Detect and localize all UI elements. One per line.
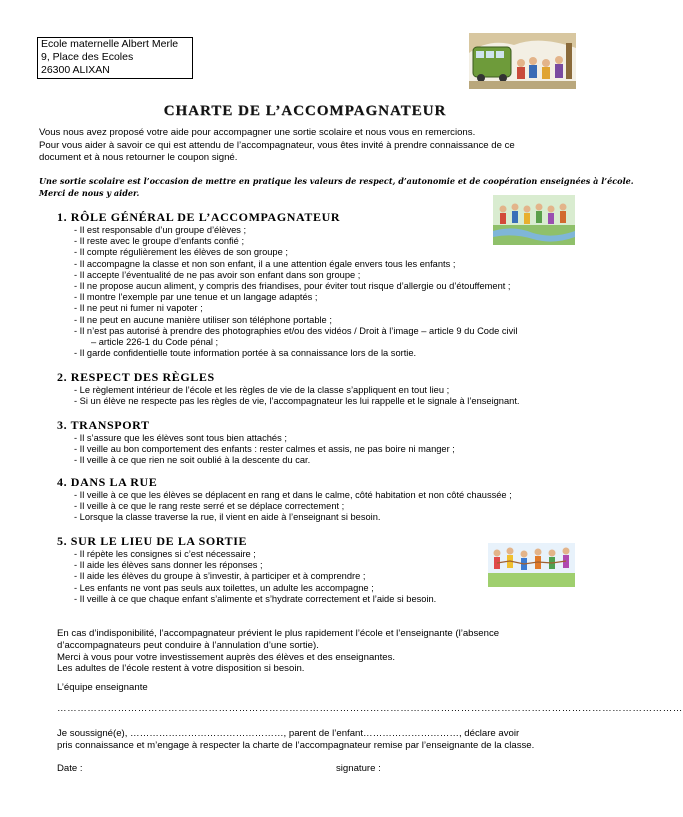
list-item: - Il aide les élèves du groupe à s’investir, à participer et à comprendre ; xyxy=(74,571,366,582)
list-item: - Il veille à ce que rien ne soit oublié à la descente du car. xyxy=(74,455,311,466)
intro-paragraph xyxy=(39,127,579,165)
note-line: Merci de nous y aider. xyxy=(39,188,140,198)
section-title-transport: 3. TRANSPORT xyxy=(57,418,150,432)
outro-line: En cas d’indisponibilité, l’accompagnateur prévient le plus rapidement l’école et l’enseignante (l’absence xyxy=(57,628,500,639)
section-title-street: 4. DANS LA RUE xyxy=(57,475,158,489)
section-title-rules: 2. RESPECT DES RÈGLES xyxy=(57,370,215,384)
list-item: - Il garde confidentielle toute information portée à sa connaissance lors de la sortie. xyxy=(74,348,417,359)
address-line: Ecole maternelle Albert Merle xyxy=(41,38,179,50)
section-list-street xyxy=(74,490,512,524)
intro-line: document et à nous retourner le coupon signé. xyxy=(39,152,238,163)
outro-line: d’accompagnateurs peut conduire à l’annulation d’une sortie). xyxy=(57,639,319,651)
list-item: - Il montre l’exemple par une tenue et un langage adaptés ; xyxy=(74,292,318,303)
section-title-role: 1. RÔLE GÉNÉRAL DE L’ACCOMPAGNATEUR xyxy=(57,210,341,224)
consent-line: Je soussigné(e), …………………………………………, parent de l’enfant…………………………, déclare avoir xyxy=(57,728,520,739)
outro-line: Merci à vous pour votre investissement auprès des élèves et des enseignantes. xyxy=(57,651,396,663)
section-list-transport xyxy=(74,433,455,467)
intro-line: Vous nous avez proposé votre aide pour accompagner une sortie scolaire et nous vous en remercions. xyxy=(39,127,476,138)
outro-line: Les adultes de l’école restent à votre disposition si besoin. xyxy=(57,663,305,675)
team-signature: L’équipe enseignante xyxy=(57,682,148,693)
list-item: - Il accepte l’éventualité de ne pas avoir son enfant dans son groupe ; xyxy=(74,269,361,280)
list-item: - Il ne propose aucun aliment, y compris des friandises, pour éviter tout risque d’allergie ou d’étouffement ; xyxy=(74,281,511,292)
consent-line: pris connaissance et m’engage à respecter la charte de l’accompagnateur remise par l’enseignante de la classe. xyxy=(57,740,535,751)
date-label: Date : xyxy=(57,763,83,774)
list-item: - Lorsque la classe traverse la rue, il vient en aide à l’enseignant si besoin. xyxy=(74,512,381,523)
note-line: Une sortie scolaire est l’occasion de mettre en pratique les valeurs de respect, d’autonomie et de coopération enseignées à l’école. xyxy=(39,176,634,186)
list-item: - Si un élève ne respecte pas les règles de vie, l’accompagnateur les lui rappelle et le signale à l’enseignant. xyxy=(74,396,520,407)
list-item: - Il ne peut ni fumer ni vapoter ; xyxy=(74,303,203,314)
list-item: - Il répète les consignes si c’est nécessaire ; xyxy=(74,549,256,559)
section-list-role xyxy=(74,225,517,359)
list-item: - Il veille au bon comportement des enfants : rester calmes et assis, ne pas boire ni manger ; xyxy=(74,444,455,455)
signature-label: signature : xyxy=(336,763,381,774)
closing-paragraph xyxy=(57,628,499,675)
list-item: - Le règlement intérieur de l’école et les règles de vie de la classe s’appliquent en tout lieu ; xyxy=(74,385,450,395)
school-address-box xyxy=(37,37,193,79)
section-list-rules xyxy=(74,385,519,407)
address-line: 9, Place des Ecoles xyxy=(41,51,134,63)
list-item: - Il accompagne la classe et non son enfant, il a une attention égale envers tous les enfants ; xyxy=(74,258,456,269)
page-title: CHARTE DE L’ACCOMPAGNATEUR xyxy=(163,103,447,119)
list-item: - Il veille à ce que le rang reste serré et se déplace correctement ; xyxy=(74,501,345,512)
list-item: - Il veille à ce que chaque enfant s’alimente et s’hydrate correctement et l’aide si besoin. xyxy=(74,593,437,604)
list-item: - Il veille à ce que les élèves se déplacent en rang et dans le calme, côté habitation et non côté chaussée ; xyxy=(74,490,512,500)
list-item: - Il compte régulièrement les élèves de son groupe ; xyxy=(74,247,288,258)
list-item: - Il aide les élèves sans donner les réponses ; xyxy=(74,560,263,571)
section-title-outing-site: 5. SUR LE LIEU DE LA SORTIE xyxy=(57,534,248,548)
section-list-outing-site xyxy=(74,549,436,605)
list-item: - Il est responsable d’un groupe d’élèves ; xyxy=(74,225,247,235)
list-item-continuation: – article 226-1 du Code pénal ; xyxy=(91,337,219,348)
list-item: - Il ne peut en aucune manière utiliser son téléphone portable ; xyxy=(74,314,332,325)
list-item: - Il n’est pas autorisé à prendre des photographies et/ou des vidéos / Droit à l’image – article 9 du Code civil xyxy=(74,325,518,336)
list-item: - Il reste avec le groupe d’enfants confié ; xyxy=(74,236,245,247)
list-item: - Il s’assure que les élèves sont tous bien attachés ; xyxy=(74,433,287,443)
school-bus-illustration xyxy=(469,33,576,89)
list-item: - Les enfants ne vont pas seuls aux toilettes, un adulte les accompagne ; xyxy=(74,582,374,593)
address-line: 26300 ALIXAN xyxy=(41,64,110,76)
intro-line: Pour vous aider à savoir ce qui est attendu de l’accompagnateur, vous êtes invité à prendre connaissance de ce xyxy=(39,139,515,151)
consent-coupon xyxy=(57,728,582,752)
cut-line: …………………………………………………………………………………………………………………………………………………………………… xyxy=(57,703,683,714)
children-playing-illustration xyxy=(488,543,575,587)
